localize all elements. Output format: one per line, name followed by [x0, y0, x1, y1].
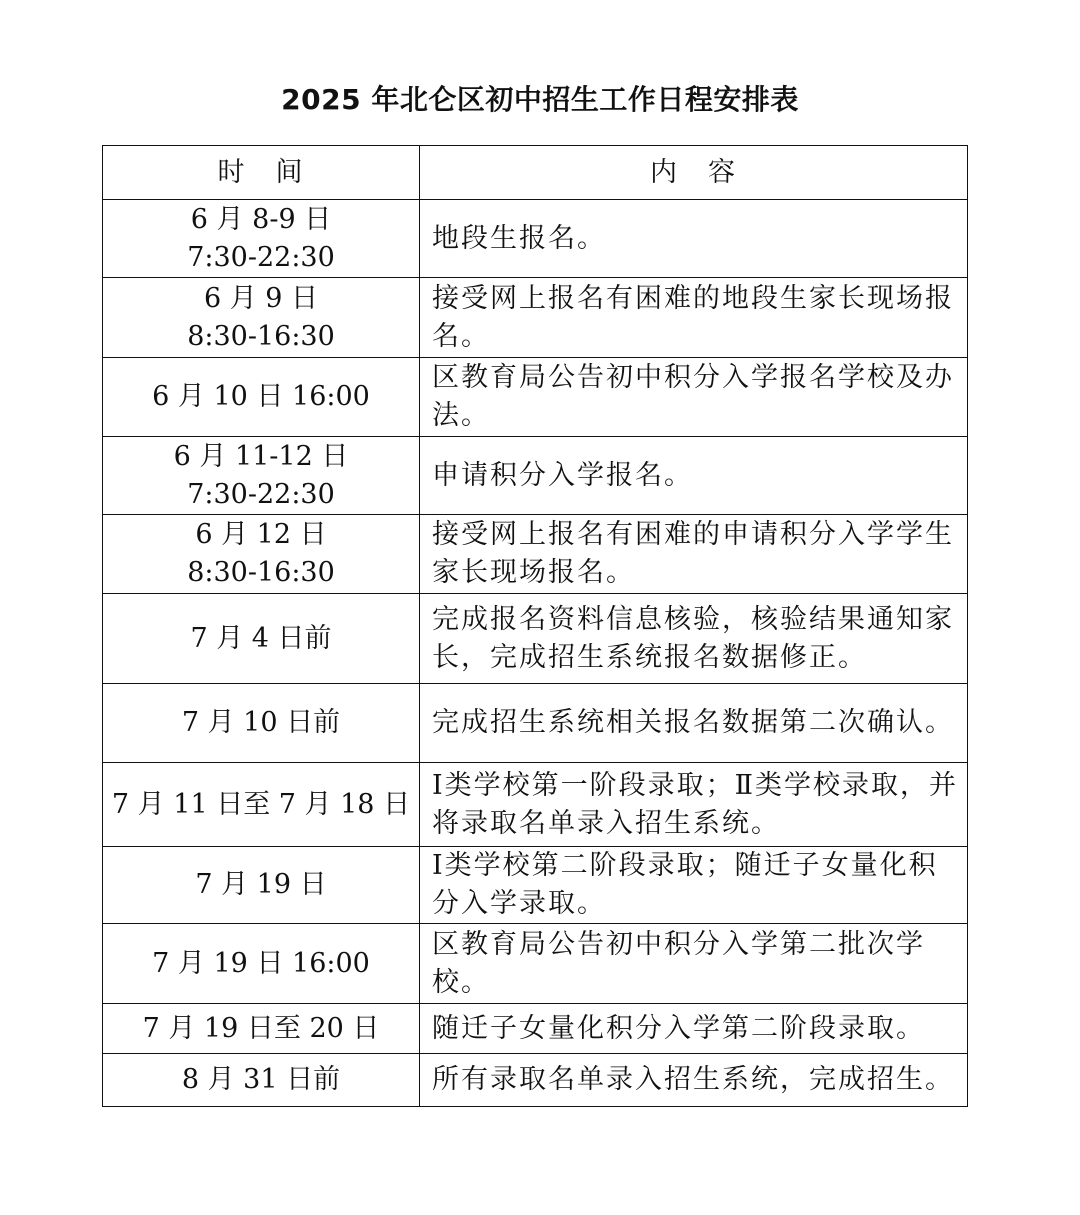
time-line: 7:30-22:30 [187, 241, 335, 273]
time-cell [103, 847, 420, 924]
time-cell [103, 1054, 420, 1107]
table-row [103, 924, 968, 1004]
time-cell [103, 358, 420, 437]
table-row [103, 1054, 968, 1107]
time-cell [103, 200, 420, 278]
table-row [103, 200, 968, 278]
time-line: 7 月 19 日 16:00 [152, 947, 370, 979]
content-cell: 完成招生系统相关报名数据第二次确认。 [420, 684, 968, 763]
content-cell: Ⅰ类学校第一阶段录取；Ⅱ类学校录取，并将录取名单录入招生系统。 [420, 763, 968, 847]
time-line: 7 月 4 日前 [190, 622, 332, 654]
content-cell: 地段生报名。 [420, 200, 968, 278]
header-content: 内 容 [420, 146, 968, 200]
content-cell: Ⅰ类学校第二阶段录取；随迁子女量化积分入学录取。 [420, 847, 968, 924]
content-cell: 接受网上报名有困难的地段生家长现场报名。 [420, 278, 968, 358]
time-cell [103, 924, 420, 1004]
time-cell [103, 1004, 420, 1054]
table-row [103, 1004, 968, 1054]
table-row [103, 278, 968, 358]
content-cell: 区教育局公告初中积分入学第二批次学校。 [420, 924, 968, 1004]
time-cell [103, 594, 420, 684]
time-cell [103, 437, 420, 515]
header-time: 时 间 [103, 146, 420, 200]
time-cell [103, 763, 420, 847]
table-header-row [103, 146, 968, 200]
time-line: 7 月 19 日至 20 日 [142, 1012, 380, 1044]
table-row [103, 684, 968, 763]
time-cell [103, 684, 420, 763]
schedule-table [102, 145, 968, 1107]
time-cell [103, 515, 420, 594]
time-line: 6 月 12 日 [195, 519, 327, 550]
time-line: 7 月 11 日至 7 月 18 日 [111, 788, 411, 820]
content-cell: 接受网上报名有困难的申请积分入学学生家长现场报名。 [420, 515, 968, 594]
content-cell: 申请积分入学报名。 [420, 437, 968, 515]
content-cell: 随迁子女量化积分入学第二阶段录取。 [420, 1004, 968, 1054]
table-row [103, 437, 968, 515]
time-line: 7 月 10 日前 [181, 707, 341, 738]
table-row [103, 358, 968, 437]
content-cell: 完成报名资料信息核验，核验结果通知家长，完成招生系统报名数据修正。 [420, 594, 968, 684]
time-line: 6 月 11-12 日 [173, 440, 349, 472]
time-line: 8:30-16:30 [187, 557, 335, 588]
time-line: 6 月 9 日 [203, 282, 319, 314]
time-line: 8:30-16:30 [187, 320, 335, 352]
table-row [103, 763, 968, 847]
table-row [103, 594, 968, 684]
table-row [103, 515, 968, 594]
time-line: 7:30-22:30 [187, 478, 335, 510]
time-line: 6 月 10 日 16:00 [152, 381, 370, 412]
content-cell: 所有录取名单录入招生系统，完成招生。 [420, 1054, 968, 1107]
table-row [103, 847, 968, 924]
time-line: 8 月 31 日前 [181, 1064, 341, 1095]
content-cell: 区教育局公告初中积分入学报名学校及办法。 [420, 358, 968, 437]
time-cell [103, 278, 420, 358]
time-line: 7 月 19 日 [195, 869, 327, 900]
page-title: 2025 年北仑区初中招生工作日程安排表 [281, 83, 799, 116]
time-line: 6 月 8-9 日 [190, 203, 332, 235]
